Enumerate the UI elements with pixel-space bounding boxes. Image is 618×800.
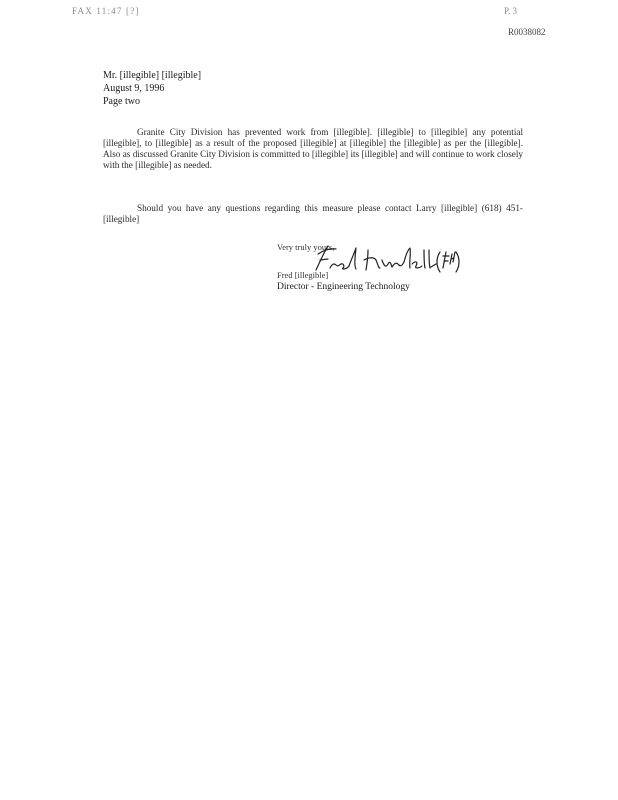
letter-date: August 9, 1996 — [103, 83, 165, 94]
handwritten-signature — [312, 240, 462, 280]
page-label: Page two — [103, 96, 140, 107]
fax-transmission-header: FAX 11:47 [?] — [72, 6, 140, 16]
fax-page-number: P. 3 — [504, 6, 518, 16]
signer-title: Director - Engineering Technology — [277, 282, 410, 292]
document-id: R0038082 — [508, 27, 546, 37]
body-paragraph-1: Granite City Division has prevented work from [illegible]. [illegible] to [illegible] any potential [illegible], to [illegible] as a result of the proposed [illegible] at [illegible] the [illegible] as per the [illegible]. Also as discussed Granite City Division is committed to [illegible] its [illegible] and will continue to work closely with the [illegible] as needed. — [103, 127, 523, 170]
signer-name: Fred [illegible] — [277, 270, 329, 280]
body-paragraph-2: Should you have any questions regarding this measure please contact Larry [illegible] (618) 451-[illegible] — [103, 203, 523, 224]
closing-phrase: Very truly yours, — [277, 242, 335, 252]
recipient-name: Mr. [illegible] [illegible] — [103, 70, 202, 81]
